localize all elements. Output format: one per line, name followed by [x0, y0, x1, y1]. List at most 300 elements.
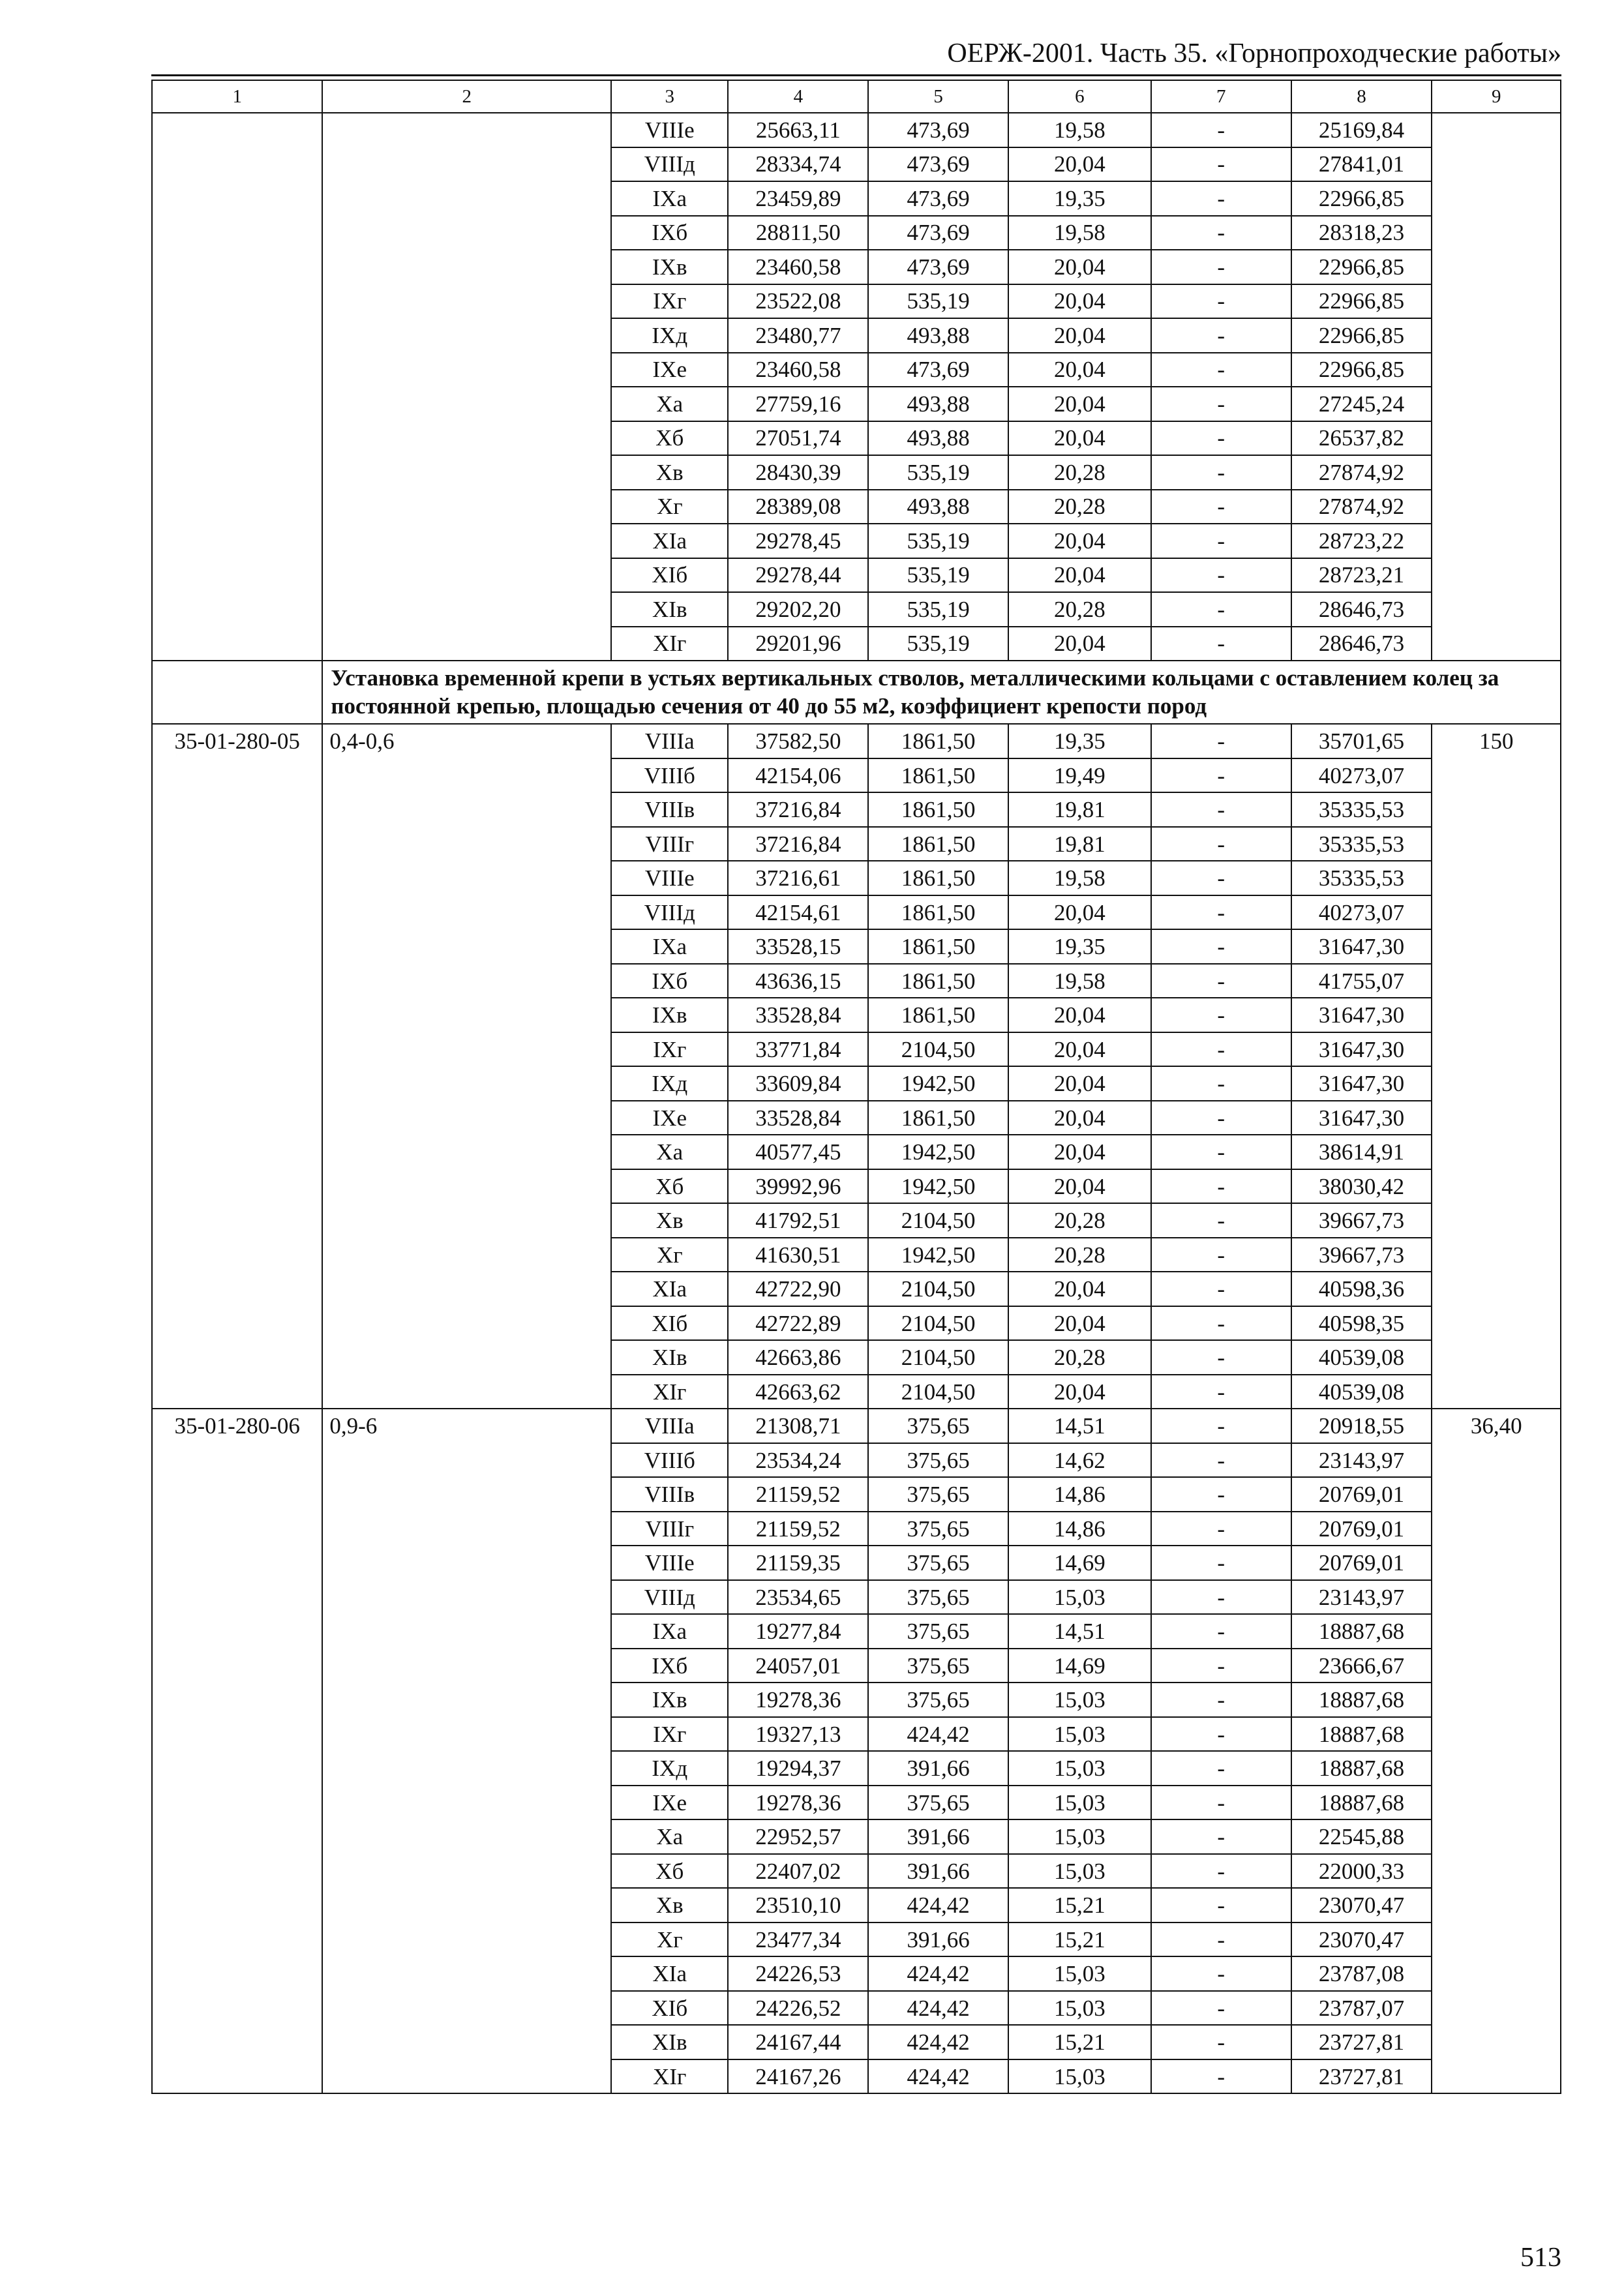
- table-cell: XIв: [611, 2025, 728, 2059]
- table-cell: IXа: [611, 181, 728, 216]
- table-cell: VIIIд: [611, 1580, 728, 1615]
- table-cell: Xб: [611, 1854, 728, 1889]
- table-cell: 493,88: [868, 421, 1008, 456]
- table-cell: 28646,73: [1291, 592, 1432, 627]
- table-cell: -: [1151, 2059, 1291, 2094]
- page-number: 513: [1520, 2243, 1561, 2273]
- table-cell: 40577,45: [728, 1135, 868, 1169]
- table-cell: 20,04: [1008, 998, 1151, 1032]
- table-cell: -: [1151, 490, 1291, 524]
- table-cell: 20,04: [1008, 1135, 1151, 1169]
- table-cell: -: [1151, 1580, 1291, 1615]
- table-cell: 35701,65: [1291, 724, 1432, 758]
- table-cell: 14,51: [1008, 1614, 1151, 1649]
- table-cell: 1861,50: [868, 827, 1008, 861]
- table-cell: 21308,71: [728, 1409, 868, 1443]
- table-cell: XIа: [611, 1956, 728, 1991]
- table-cell: 424,42: [868, 1991, 1008, 2026]
- rate-code-cell: 35-01-280-05: [152, 724, 322, 1409]
- table-cell: 424,42: [868, 1888, 1008, 1922]
- table-cell: -: [1151, 1238, 1291, 1272]
- table-cell: 27051,74: [728, 421, 868, 456]
- table-cell: VIIIе: [611, 113, 728, 147]
- table-cell: 24226,53: [728, 1956, 868, 1991]
- table-cell: 15,21: [1008, 1888, 1151, 1922]
- table-cell: 535,19: [868, 284, 1008, 319]
- table-cell: XIа: [611, 1272, 728, 1306]
- table-cell: 37216,84: [728, 792, 868, 827]
- table-cell: 375,65: [868, 1512, 1008, 1546]
- table-cell: 23727,81: [1291, 2025, 1432, 2059]
- table-cell: 20769,01: [1291, 1546, 1432, 1580]
- table-cell: -: [1151, 758, 1291, 793]
- table-cell: 31647,30: [1291, 998, 1432, 1032]
- table-cell: -: [1151, 861, 1291, 895]
- column-number: 5: [868, 80, 1008, 113]
- table-cell: 19,58: [1008, 964, 1151, 998]
- table-cell: 1861,50: [868, 998, 1008, 1032]
- table-cell: -: [1151, 1375, 1291, 1409]
- table-cell: IXа: [611, 1614, 728, 1649]
- table-cell: 375,65: [868, 1443, 1008, 1478]
- table-cell: 18887,68: [1291, 1614, 1432, 1649]
- table-cell: 28430,39: [728, 455, 868, 490]
- table-cell: 27841,01: [1291, 147, 1432, 182]
- column-number: 6: [1008, 80, 1151, 113]
- table-cell: -: [1151, 216, 1291, 250]
- table-cell: -: [1151, 627, 1291, 661]
- table-cell: 24057,01: [728, 1649, 868, 1683]
- table-cell: 19277,84: [728, 1614, 868, 1649]
- table-cell: -: [1151, 1203, 1291, 1238]
- column-number: 2: [322, 80, 611, 113]
- table-cell: 19,35: [1008, 929, 1151, 964]
- table-cell: 37216,61: [728, 861, 868, 895]
- table-row: [152, 724, 1561, 758]
- table-cell: -: [1151, 1922, 1291, 1957]
- table-cell: 424,42: [868, 2025, 1008, 2059]
- table-cell: 20,04: [1008, 318, 1151, 353]
- table-cell: 24226,52: [728, 1991, 868, 2026]
- table-cell: 35335,53: [1291, 861, 1432, 895]
- table-cell: 20,04: [1008, 353, 1151, 387]
- table-cell: 43636,15: [728, 964, 868, 998]
- table-cell: 20,04: [1008, 284, 1151, 319]
- table-cell: 391,66: [868, 1922, 1008, 1957]
- table-cell: 23460,58: [728, 250, 868, 284]
- table-cell: -: [1151, 998, 1291, 1032]
- table-cell: Xг: [611, 490, 728, 524]
- table-cell: 1861,50: [868, 964, 1008, 998]
- table-cell: Xв: [611, 455, 728, 490]
- table-cell: 38030,42: [1291, 1169, 1432, 1204]
- table-cell: XIг: [611, 627, 728, 661]
- table-cell: -: [1151, 1135, 1291, 1169]
- table-cell: 42154,61: [728, 895, 868, 930]
- table-cell: 19,35: [1008, 724, 1151, 758]
- table-cell: -: [1151, 1443, 1291, 1478]
- table-cell: VIIIб: [611, 1443, 728, 1478]
- page-header-title: ОЕРЖ-2001. Часть 35. «Горнопроходческие работы»: [947, 38, 1561, 68]
- table-cell: -: [1151, 1614, 1291, 1649]
- table-cell: 39992,96: [728, 1169, 868, 1204]
- table-cell: -: [1151, 1066, 1291, 1101]
- table-cell: 20,28: [1008, 490, 1151, 524]
- table-cell: 31647,30: [1291, 1032, 1432, 1067]
- table-cell: 535,19: [868, 627, 1008, 661]
- table-cell: 42722,89: [728, 1306, 868, 1341]
- table-cell: 473,69: [868, 147, 1008, 182]
- table-cell: 23070,47: [1291, 1888, 1432, 1922]
- table-cell: 29202,20: [728, 592, 868, 627]
- table-cell: 424,42: [868, 1717, 1008, 1752]
- table-cell: -: [1151, 1409, 1291, 1443]
- table-cell: 18887,68: [1291, 1786, 1432, 1820]
- table-cell: 23522,08: [728, 284, 868, 319]
- table-cell: 27245,24: [1291, 387, 1432, 421]
- table-cell: 33771,84: [728, 1032, 868, 1067]
- table-cell: 27759,16: [728, 387, 868, 421]
- table-cell: 15,03: [1008, 1786, 1151, 1820]
- table-cell: 19294,37: [728, 1751, 868, 1786]
- table-cell: 23459,89: [728, 181, 868, 216]
- table-cell: 15,21: [1008, 2025, 1151, 2059]
- table-cell: 1861,50: [868, 895, 1008, 930]
- table-cell: IXе: [611, 353, 728, 387]
- table-cell: 15,03: [1008, 2059, 1151, 2094]
- table-cell: 28318,23: [1291, 216, 1432, 250]
- table-cell: 20,04: [1008, 1101, 1151, 1135]
- table-cell: 375,65: [868, 1546, 1008, 1580]
- table-cell: 20,04: [1008, 387, 1151, 421]
- table-cell: 15,03: [1008, 1819, 1151, 1854]
- table-cell: 2104,50: [868, 1032, 1008, 1067]
- table-cell: 41630,51: [728, 1238, 868, 1272]
- table-cell: -: [1151, 318, 1291, 353]
- table-cell: 40598,35: [1291, 1306, 1432, 1341]
- table-cell: Xв: [611, 1203, 728, 1238]
- table-cell: IXб: [611, 216, 728, 250]
- col9-cell: 36,40: [1432, 1409, 1561, 2093]
- table-cell: -: [1151, 147, 1291, 182]
- table-cell: 1861,50: [868, 792, 1008, 827]
- table-cell: 18887,68: [1291, 1717, 1432, 1752]
- table-cell: 375,65: [868, 1409, 1008, 1443]
- table-cell: -: [1151, 1683, 1291, 1717]
- table-cell: 15,03: [1008, 1751, 1151, 1786]
- table-cell: 14,69: [1008, 1649, 1151, 1683]
- table-cell: 20769,01: [1291, 1512, 1432, 1546]
- column-number: 3: [611, 80, 728, 113]
- table-cell: 39667,73: [1291, 1203, 1432, 1238]
- table-cell: 20,04: [1008, 421, 1151, 456]
- col9-cell: [1432, 113, 1561, 661]
- table-cell: 23143,97: [1291, 1443, 1432, 1478]
- table-cell: 375,65: [868, 1614, 1008, 1649]
- table-cell: 14,69: [1008, 1546, 1151, 1580]
- column-number-row: [152, 80, 1561, 113]
- table-cell: 20,04: [1008, 1169, 1151, 1204]
- table-cell: -: [1151, 1272, 1291, 1306]
- table-cell: 19,81: [1008, 827, 1151, 861]
- table-cell: 473,69: [868, 181, 1008, 216]
- table-cell: 23480,77: [728, 318, 868, 353]
- table-cell: 23534,65: [728, 1580, 868, 1615]
- table-cell: 15,03: [1008, 1854, 1151, 1889]
- table-cell: 15,03: [1008, 1580, 1151, 1615]
- table-cell: 23477,34: [728, 1922, 868, 1957]
- table-cell: IXа: [611, 929, 728, 964]
- table-cell: 22966,85: [1291, 318, 1432, 353]
- table-cell: 35335,53: [1291, 827, 1432, 861]
- table-cell: 20,04: [1008, 250, 1151, 284]
- table-cell: 391,66: [868, 1854, 1008, 1889]
- table-cell: -: [1151, 421, 1291, 456]
- table-cell: 473,69: [868, 250, 1008, 284]
- table-cell: XIг: [611, 2059, 728, 2094]
- section-heading-row: [152, 661, 1561, 724]
- table-cell: -: [1151, 387, 1291, 421]
- rates-table: [151, 80, 1561, 2094]
- table-cell: 26537,82: [1291, 421, 1432, 456]
- table-cell: 22000,33: [1291, 1854, 1432, 1889]
- table-cell: 22966,85: [1291, 284, 1432, 319]
- table-cell: 20918,55: [1291, 1409, 1432, 1443]
- table-cell: -: [1151, 250, 1291, 284]
- table-cell: -: [1151, 592, 1291, 627]
- table-cell: 37582,50: [728, 724, 868, 758]
- table-cell: -: [1151, 1956, 1291, 1991]
- table-cell: -: [1151, 929, 1291, 964]
- table-cell: 31647,30: [1291, 929, 1432, 964]
- table-cell: 15,03: [1008, 1717, 1151, 1752]
- table-cell: 493,88: [868, 318, 1008, 353]
- table-cell: 1942,50: [868, 1238, 1008, 1272]
- table-cell: 19,58: [1008, 113, 1151, 147]
- table-cell: 535,19: [868, 558, 1008, 593]
- column-number: 7: [1151, 80, 1291, 113]
- column-number: 9: [1432, 80, 1561, 113]
- table-row: [152, 113, 1561, 147]
- table-cell: 14,86: [1008, 1512, 1151, 1546]
- table-cell: 19,49: [1008, 758, 1151, 793]
- table-cell: 473,69: [868, 113, 1008, 147]
- table-cell: 31647,30: [1291, 1066, 1432, 1101]
- table-cell: 1861,50: [868, 861, 1008, 895]
- table-cell: Xг: [611, 1922, 728, 1957]
- table-cell: VIIIе: [611, 1546, 728, 1580]
- table-cell: VIIIд: [611, 895, 728, 930]
- table-cell: XIб: [611, 1306, 728, 1341]
- table-cell: -: [1151, 1717, 1291, 1752]
- table-cell: 23787,07: [1291, 1991, 1432, 2026]
- table-cell: XIб: [611, 558, 728, 593]
- table-cell: 24167,44: [728, 2025, 868, 2059]
- table-cell: 2104,50: [868, 1203, 1008, 1238]
- table-cell: 20,04: [1008, 524, 1151, 558]
- table-cell: 20,28: [1008, 455, 1151, 490]
- table-cell: 22407,02: [728, 1854, 868, 1889]
- table-cell: 40598,36: [1291, 1272, 1432, 1306]
- table-cell: 20,04: [1008, 1066, 1151, 1101]
- table-cell: 40273,07: [1291, 895, 1432, 930]
- table-cell: IXд: [611, 318, 728, 353]
- table-cell: VIIIе: [611, 861, 728, 895]
- table-cell: -: [1151, 1101, 1291, 1135]
- table-cell: 18887,68: [1291, 1683, 1432, 1717]
- table-cell: 40539,08: [1291, 1340, 1432, 1375]
- table-cell: 21159,35: [728, 1546, 868, 1580]
- table-cell: 22966,85: [1291, 181, 1432, 216]
- table-cell: 375,65: [868, 1683, 1008, 1717]
- table-cell: IXе: [611, 1786, 728, 1820]
- table-cell: -: [1151, 524, 1291, 558]
- table-cell: 473,69: [868, 216, 1008, 250]
- table-cell: -: [1151, 1649, 1291, 1683]
- table-cell: 19,81: [1008, 792, 1151, 827]
- table-cell: 535,19: [868, 455, 1008, 490]
- table-cell: 31647,30: [1291, 1101, 1432, 1135]
- table-cell: VIIIа: [611, 724, 728, 758]
- table-cell: IXд: [611, 1066, 728, 1101]
- table-cell: -: [1151, 1546, 1291, 1580]
- table-cell: 23143,97: [1291, 1580, 1432, 1615]
- table-cell: 39667,73: [1291, 1238, 1432, 1272]
- table-cell: 23787,08: [1291, 1956, 1432, 1991]
- table-cell: 14,86: [1008, 1477, 1151, 1512]
- table-cell: 14,51: [1008, 1409, 1151, 1443]
- table-cell: 20,28: [1008, 1238, 1151, 1272]
- parameter-cell: 0,9-6: [322, 1409, 611, 2093]
- table-cell: -: [1151, 1169, 1291, 1204]
- table-cell: XIг: [611, 1375, 728, 1409]
- table-cell: Xа: [611, 1135, 728, 1169]
- table-cell: VIIIа: [611, 1409, 728, 1443]
- table-cell: 20769,01: [1291, 1477, 1432, 1512]
- table-cell: -: [1151, 1512, 1291, 1546]
- table-cell: IXе: [611, 1101, 728, 1135]
- table-cell: -: [1151, 1477, 1291, 1512]
- table-cell: -: [1151, 1306, 1291, 1341]
- table-cell: 38614,91: [1291, 1135, 1432, 1169]
- table-cell: 1861,50: [868, 758, 1008, 793]
- column-number: 1: [152, 80, 322, 113]
- table-cell: XIб: [611, 1991, 728, 2026]
- table-cell: 20,04: [1008, 1032, 1151, 1067]
- table-cell: -: [1151, 2025, 1291, 2059]
- table-cell: Xб: [611, 421, 728, 456]
- table-cell: 29201,96: [728, 627, 868, 661]
- table-cell: 19327,13: [728, 1717, 868, 1752]
- parameter-cell: 0,4-0,6: [322, 724, 611, 1409]
- table-cell: 25169,84: [1291, 113, 1432, 147]
- table-cell: 35335,53: [1291, 792, 1432, 827]
- table-cell: 20,28: [1008, 1203, 1151, 1238]
- col9-cell: 150: [1432, 724, 1561, 1409]
- table-cell: 23510,10: [728, 1888, 868, 1922]
- table-cell: 1861,50: [868, 724, 1008, 758]
- table-cell: Xа: [611, 387, 728, 421]
- table-cell: 2104,50: [868, 1272, 1008, 1306]
- table-cell: 20,04: [1008, 147, 1151, 182]
- table-cell: 28334,74: [728, 147, 868, 182]
- table-cell: -: [1151, 1032, 1291, 1067]
- table-cell: 28389,08: [728, 490, 868, 524]
- section-heading-spacer: [152, 661, 322, 724]
- table-cell: 23534,24: [728, 1443, 868, 1478]
- table-cell: IXв: [611, 1683, 728, 1717]
- parameter-cell: [322, 113, 611, 661]
- table-cell: Xг: [611, 1238, 728, 1272]
- table-cell: XIв: [611, 1340, 728, 1375]
- table-cell: 22966,85: [1291, 353, 1432, 387]
- table-cell: 21159,52: [728, 1477, 868, 1512]
- table-cell: 22952,57: [728, 1819, 868, 1854]
- table-cell: 37216,84: [728, 827, 868, 861]
- table-cell: 2104,50: [868, 1375, 1008, 1409]
- table-cell: 19,35: [1008, 181, 1151, 216]
- table-cell: -: [1151, 827, 1291, 861]
- section-heading: Установка временной крепи в устьях вертикальных стволов, металлическими кольцами с оставлением колец за постоянной крепью, площадью сечения от 40 до 55 м2, коэффициент крепости пород: [322, 661, 1561, 724]
- table-cell: 42722,90: [728, 1272, 868, 1306]
- table-cell: 22545,88: [1291, 1819, 1432, 1854]
- table-cell: 23727,81: [1291, 2059, 1432, 2094]
- table-cell: -: [1151, 353, 1291, 387]
- table-cell: -: [1151, 1751, 1291, 1786]
- table-cell: -: [1151, 964, 1291, 998]
- table-cell: 2104,50: [868, 1306, 1008, 1341]
- table-cell: 1942,50: [868, 1169, 1008, 1204]
- table-cell: -: [1151, 792, 1291, 827]
- table-cell: 19278,36: [728, 1683, 868, 1717]
- table-cell: IXг: [611, 1032, 728, 1067]
- table-cell: 20,04: [1008, 1306, 1151, 1341]
- table-row: [152, 1409, 1561, 1443]
- table-cell: -: [1151, 1786, 1291, 1820]
- table-cell: 29278,44: [728, 558, 868, 593]
- table-cell: 20,28: [1008, 592, 1151, 627]
- table-cell: VIIIд: [611, 147, 728, 182]
- table-cell: -: [1151, 1819, 1291, 1854]
- table-cell: 375,65: [868, 1649, 1008, 1683]
- table-cell: XIа: [611, 524, 728, 558]
- table-cell: IXб: [611, 1649, 728, 1683]
- table-cell: 18887,68: [1291, 1751, 1432, 1786]
- table-cell: 535,19: [868, 592, 1008, 627]
- table-cell: 20,28: [1008, 1340, 1151, 1375]
- table-cell: 19278,36: [728, 1786, 868, 1820]
- table-cell: 23460,58: [728, 353, 868, 387]
- table-cell: IXв: [611, 250, 728, 284]
- table-cell: 23666,67: [1291, 1649, 1432, 1683]
- table-cell: Xб: [611, 1169, 728, 1204]
- table-cell: IXг: [611, 284, 728, 319]
- table-cell: -: [1151, 455, 1291, 490]
- table-cell: 15,03: [1008, 1956, 1151, 1991]
- table-cell: 493,88: [868, 387, 1008, 421]
- table-cell: 27874,92: [1291, 455, 1432, 490]
- table-cell: 493,88: [868, 490, 1008, 524]
- table-cell: 1861,50: [868, 1101, 1008, 1135]
- table-cell: 23070,47: [1291, 1922, 1432, 1957]
- rate-code-cell: [152, 113, 322, 661]
- rate-code-cell: 35-01-280-06: [152, 1409, 322, 2093]
- table-cell: 28723,22: [1291, 524, 1432, 558]
- table-cell: XIв: [611, 592, 728, 627]
- table-cell: VIIIб: [611, 758, 728, 793]
- table-cell: VIIIв: [611, 1477, 728, 1512]
- table-cell: VIIIв: [611, 792, 728, 827]
